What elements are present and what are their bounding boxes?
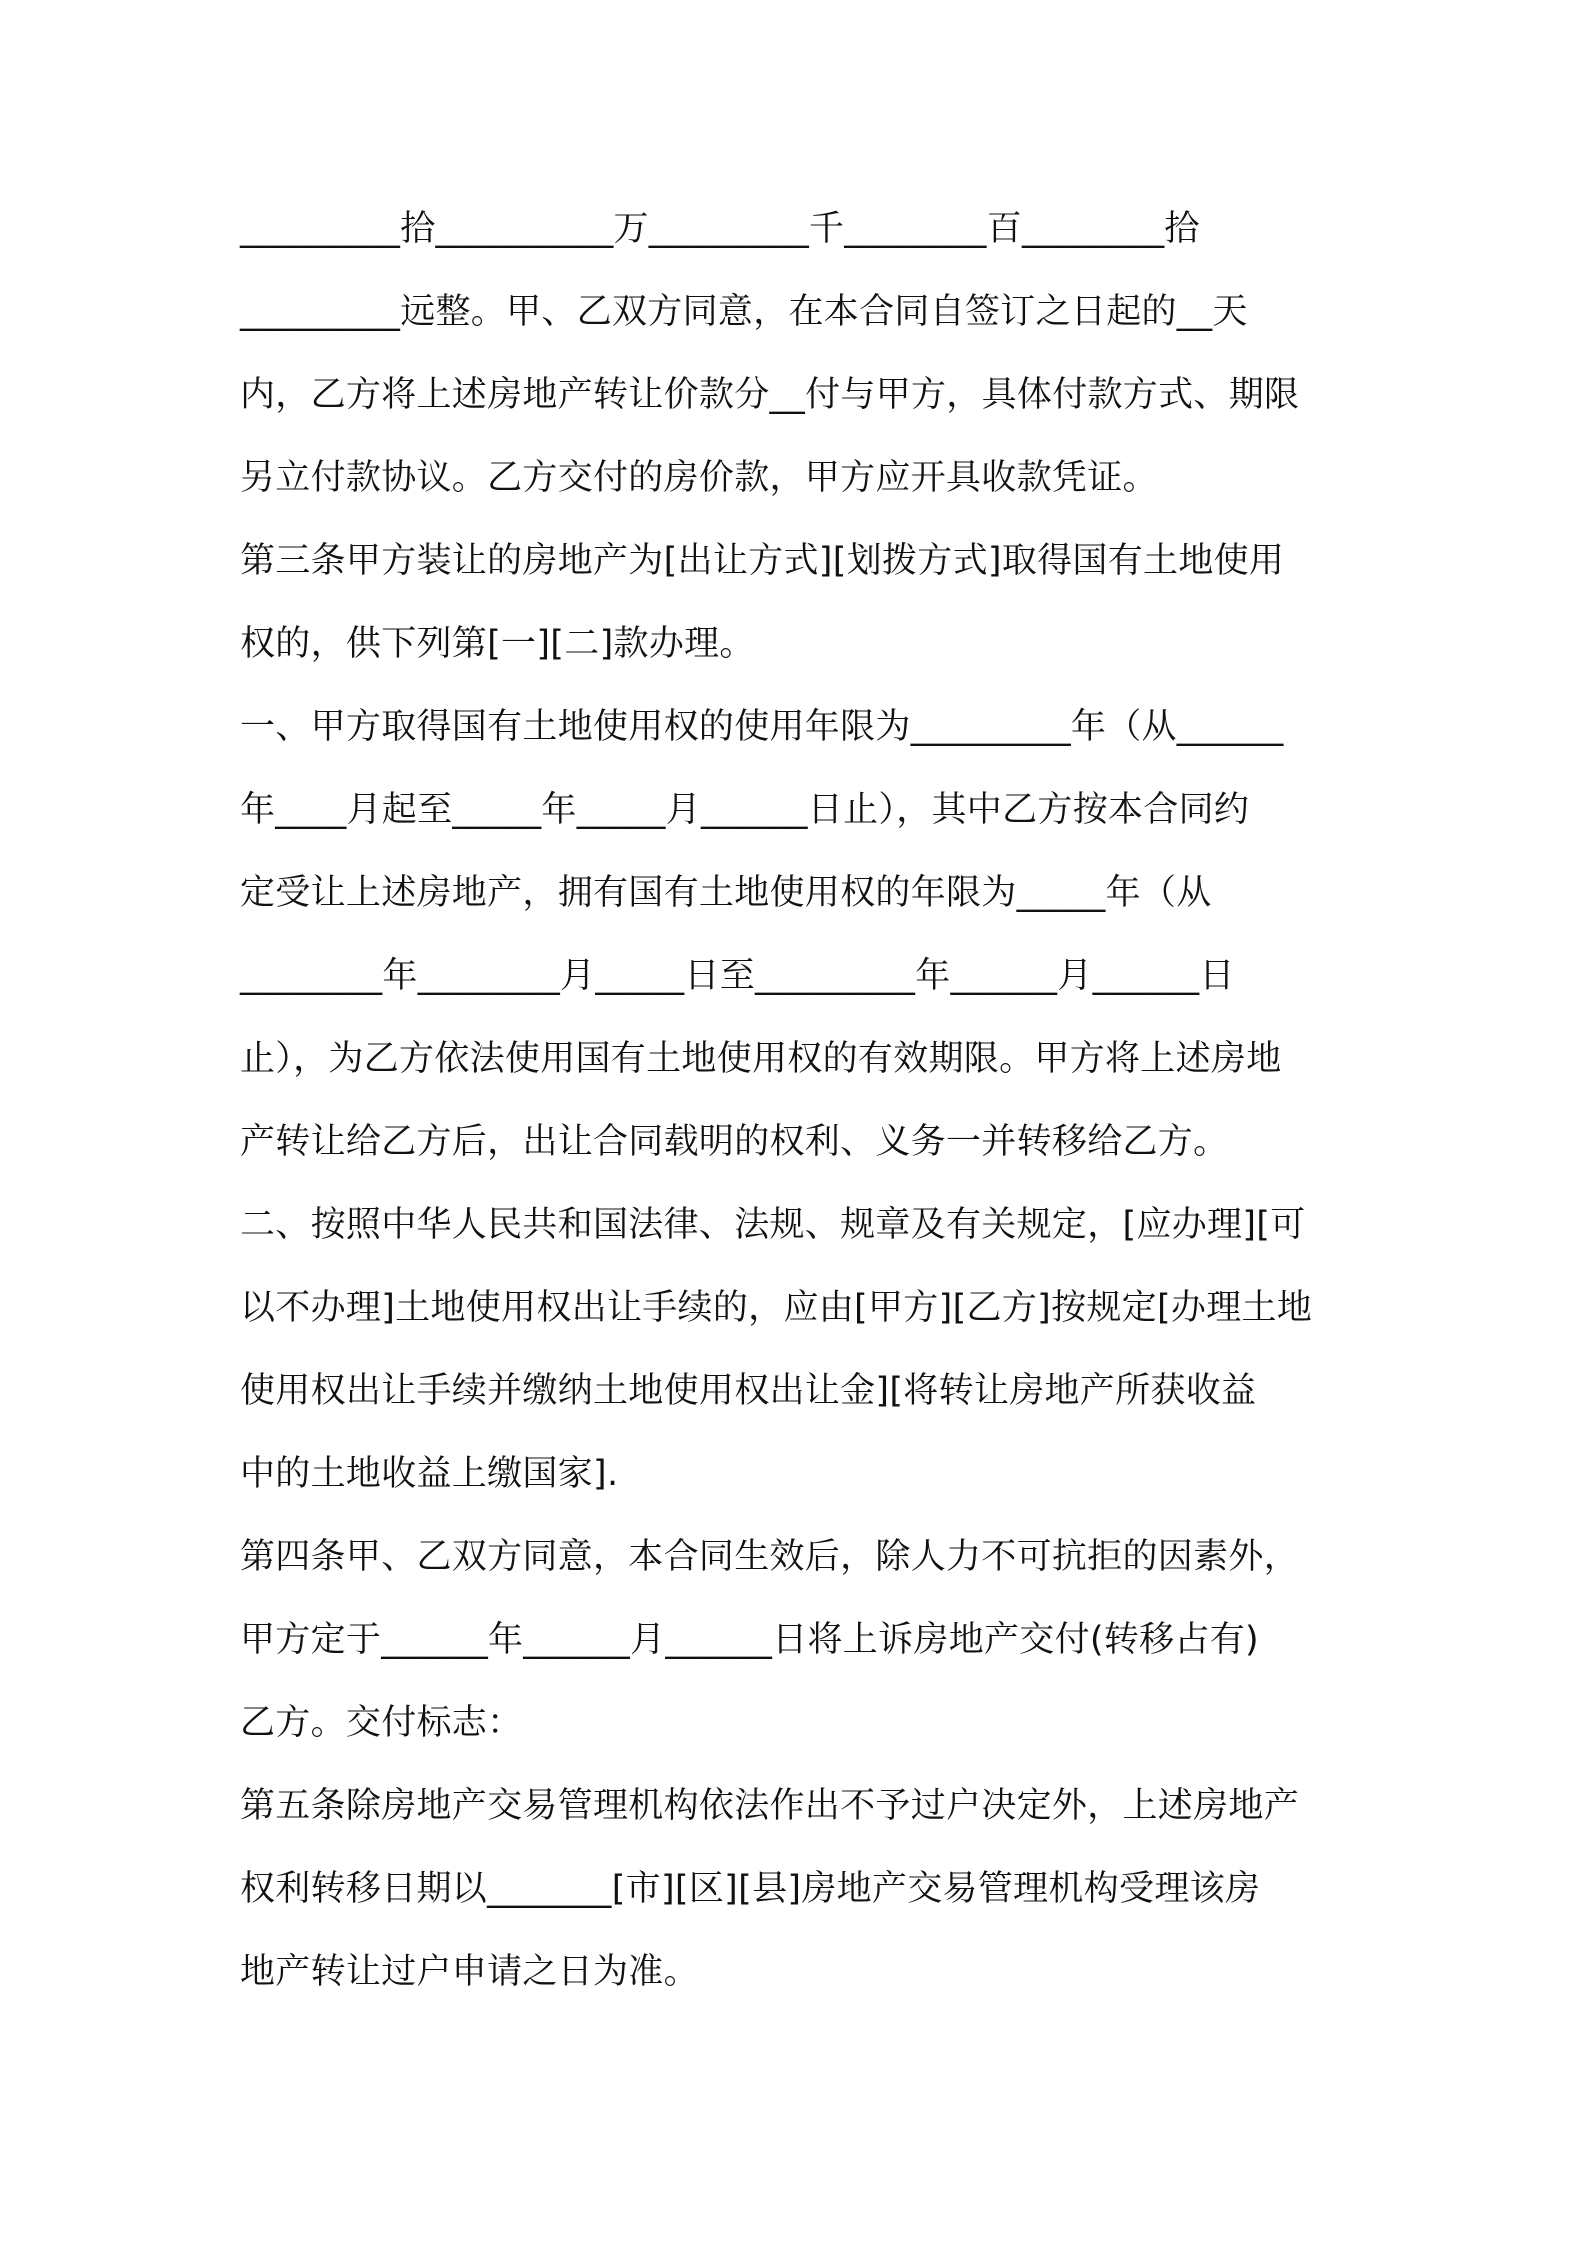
clause-one-line: 一、甲方取得国有土地使用权的使用年限为_________年（从______ [240, 707, 1284, 747]
contract-line: 权利转移日期以_______[市][区][县]房地产交易管理机构受理该房 [240, 1869, 1261, 1909]
contract-line: 内，乙方将上述房地产转让价款分__付与甲方，具体付款方式、期限 [240, 375, 1300, 415]
contract-line: 使用权出让手续并缴纳土地使用权出让金][将转让房地产所获收益 [240, 1371, 1257, 1411]
contract-line: 定受让上述房地产，拥有国有土地使用权的年限为_____年（从 [240, 873, 1212, 913]
contract-line: 止），为乙方依法使用国有土地使用权的有效期限。甲方将上述房地 [240, 1039, 1282, 1079]
contract-line: 地产转让过户申请之日为准。 [240, 1952, 699, 1992]
article-five-heading-line: 第五条除房地产交易管理机构依法作出不予过户决定外，上述房地产 [240, 1786, 1300, 1826]
contract-line: _________远整。甲、乙双方同意，在本合同自签订之日起的__天 [240, 292, 1248, 332]
contract-line: 以不办理]土地使用权出让手续的，应由[甲方][乙方]按规定[办理土地 [240, 1288, 1313, 1328]
contract-line: 乙方。交付标志： [240, 1703, 523, 1743]
contract-line: 产转让给乙方后，出让合同载明的权利、义务一并转移给乙方。 [240, 1122, 1229, 1162]
contract-line: _________拾__________万_________千________百________拾 [240, 209, 1200, 249]
contract-line: ________年________月_____日至_________年______月______日 [240, 956, 1235, 996]
contract-line: 甲方定于______年______月______日将上诉房地产交付(转移占有) [240, 1620, 1260, 1660]
contract-line: 年____月起至_____年_____月______日止），其中乙方按本合同约 [240, 790, 1250, 830]
contract-line: 另立付款协议。乙方交付的房价款，甲方应开具收款凭证。 [240, 458, 1158, 498]
clause-two-line: 二、按照中华人民共和国法律、法规、规章及有关规定，[应办理][可 [240, 1205, 1306, 1245]
article-four-heading-line: 第四条甲、乙双方同意，本合同生效后，除人力不可抗拒的因素外， [240, 1537, 1300, 1577]
article-three-heading-line: 第三条甲方装让的房地产为[出让方式][划拨方式]取得国有土地使用 [240, 541, 1285, 581]
contract-line: 权的，供下列第[一][二]款办理。 [240, 624, 755, 664]
contract-line: 中的土地收益上缴国家]. [240, 1454, 619, 1494]
